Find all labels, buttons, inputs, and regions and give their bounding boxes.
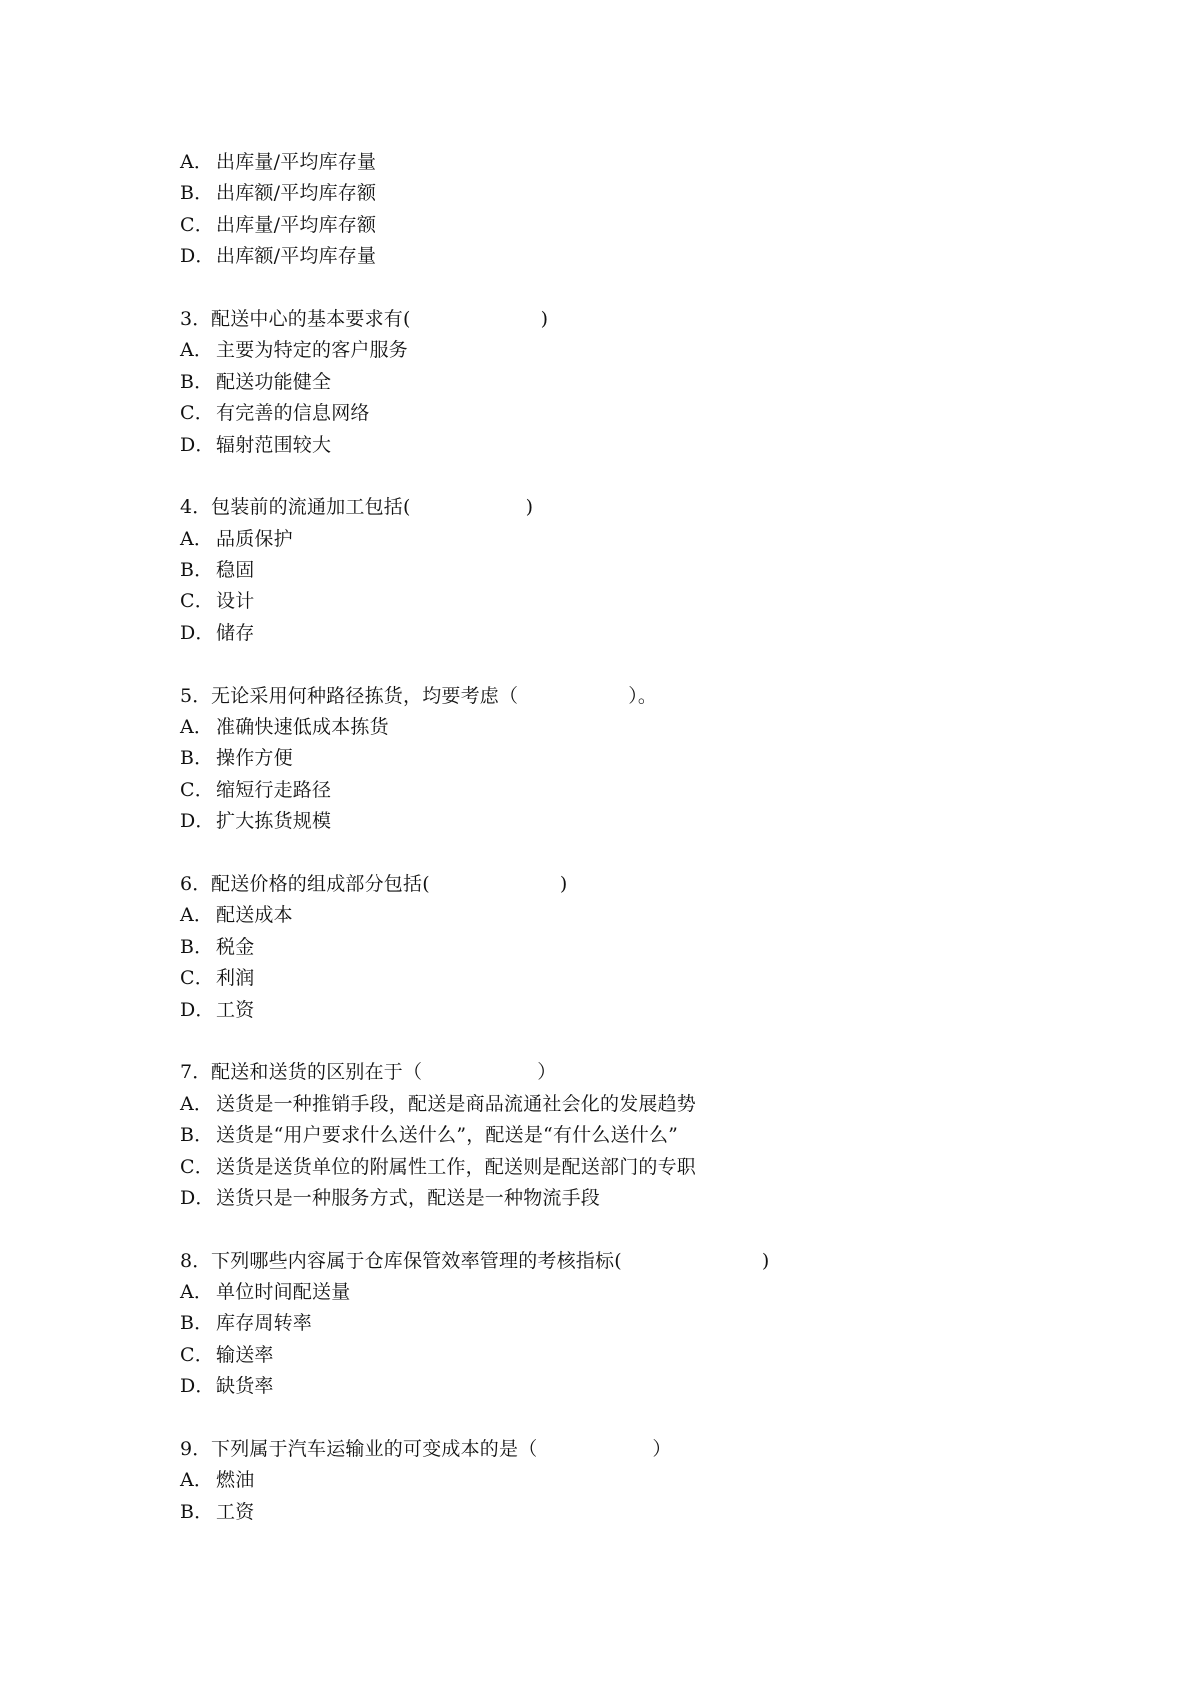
- option-letter: C．: [180, 1155, 214, 1178]
- option-letter: D．: [180, 1186, 215, 1209]
- option-text: 工资: [216, 1500, 255, 1523]
- question-stem: [180, 681, 1080, 712]
- question-5: [180, 681, 1080, 838]
- option-text: 输送率: [216, 1343, 274, 1366]
- option-line: [180, 618, 1080, 649]
- option-text: 送货是“用户要求什么送什么”，配送是“有什么送什么”: [216, 1124, 679, 1147]
- question-number: 8．: [180, 1249, 212, 1272]
- option-text: 燃油: [216, 1469, 255, 1492]
- option-line: [180, 335, 1080, 366]
- question-3: [180, 304, 1080, 461]
- option-line: [180, 1465, 1080, 1496]
- option-line: [180, 1152, 1080, 1183]
- option-text: 税金: [216, 935, 255, 958]
- option-text: 利润: [216, 967, 255, 990]
- option-letter: B．: [180, 935, 214, 958]
- option-line: [180, 963, 1080, 994]
- option-letter: A．: [180, 1469, 214, 1492]
- option-letter: B．: [180, 559, 214, 582]
- option-text: 送货只是一种服务方式，配送是一种物流手段: [216, 1186, 601, 1209]
- option-letter: C．: [180, 778, 214, 801]
- option-text: 准确快速低成本拣货: [216, 716, 389, 739]
- option-text: 出库额/平均库存额: [216, 182, 377, 205]
- question-6: [180, 869, 1080, 1026]
- option-text: 送货是一种推销手段，配送是商品流通社会化的发展趋势: [216, 1092, 697, 1115]
- option-text: 配送成本: [216, 904, 293, 927]
- option-text: 有完善的信息网络: [216, 402, 370, 425]
- question-close: ）。: [628, 684, 658, 707]
- option-text: 出库额/平均库存量: [216, 245, 377, 268]
- question-close: ): [761, 1249, 770, 1272]
- option-line: [180, 1183, 1080, 1214]
- option-line: [180, 932, 1080, 963]
- option-text: 缺货率: [216, 1375, 274, 1398]
- question-2-options: [180, 147, 1080, 273]
- option-letter: D．: [180, 433, 215, 456]
- option-line: [180, 712, 1080, 743]
- question-stem: [180, 1057, 1080, 1088]
- option-letter: A．: [180, 527, 214, 550]
- option-letter: B．: [180, 1124, 214, 1147]
- option-letter: D．: [180, 621, 215, 644]
- option-text: 出库量/平均库存额: [216, 213, 377, 236]
- option-letter: D．: [180, 998, 215, 1021]
- option-letter: C．: [180, 1343, 214, 1366]
- option-letter: D．: [180, 810, 215, 833]
- option-line: [180, 1371, 1080, 1402]
- option-line: [180, 367, 1080, 398]
- option-letter: A．: [180, 339, 214, 362]
- option-line: [180, 398, 1080, 429]
- exam-page: [180, 147, 1080, 1528]
- option-text: 辐射范围较大: [216, 433, 332, 456]
- option-line: [180, 586, 1080, 617]
- question-7: [180, 1057, 1080, 1214]
- option-letter: C．: [180, 967, 214, 990]
- option-line: [180, 1497, 1080, 1528]
- question-stem: [180, 869, 1080, 900]
- option-text: 缩短行走路径: [216, 778, 332, 801]
- option-letter: D．: [180, 245, 215, 268]
- question-number: 6．: [180, 872, 212, 895]
- option-letter: A．: [180, 1092, 214, 1115]
- option-text: 主要为特定的客户服务: [216, 339, 409, 362]
- question-text: 配送价格的组成部分包括(: [211, 872, 430, 895]
- option-line: [180, 241, 1080, 272]
- option-letter: B．: [180, 370, 214, 393]
- question-text: 包装前的流通加工包括(: [211, 496, 411, 519]
- question-text: 配送和送货的区别在于（: [211, 1061, 423, 1084]
- question-close: ): [559, 872, 568, 895]
- question-9: [180, 1434, 1080, 1528]
- spacer: [180, 649, 1080, 680]
- question-stem: [180, 1434, 1080, 1465]
- option-text: 设计: [216, 590, 255, 613]
- question-number: 9．: [180, 1438, 212, 1461]
- option-text: 扩大拣货规模: [216, 810, 332, 833]
- option-line: [180, 900, 1080, 931]
- question-text: 下列属于汽车运输业的可变成本的是（: [211, 1438, 538, 1461]
- question-close: ）: [652, 1438, 672, 1461]
- option-text: 库存周转率: [216, 1312, 313, 1335]
- question-text: 配送中心的基本要求有(: [211, 307, 411, 330]
- question-text: 无论采用何种路径拣货，均要考虑（: [211, 684, 519, 707]
- option-line: [180, 147, 1080, 178]
- option-line: [180, 1308, 1080, 1339]
- spacer: [180, 1403, 1080, 1434]
- question-number: 4．: [180, 496, 212, 519]
- option-letter: B．: [180, 1500, 214, 1523]
- question-number: 3．: [180, 307, 212, 330]
- option-text: 操作方便: [216, 747, 293, 770]
- option-text: 单位时间配送量: [216, 1281, 351, 1304]
- question-number: 5．: [180, 684, 212, 707]
- option-line: [180, 1089, 1080, 1120]
- spacer: [180, 838, 1080, 869]
- option-line: [180, 524, 1080, 555]
- option-text: 送货是送货单位的附属性工作，配送则是配送部门的专职: [216, 1155, 697, 1178]
- spacer: [180, 461, 1080, 492]
- question-4: [180, 492, 1080, 649]
- question-stem: [180, 304, 1080, 335]
- spacer: [180, 1214, 1080, 1245]
- option-letter: D．: [180, 1375, 215, 1398]
- option-line: [180, 1277, 1080, 1308]
- option-letter: A．: [180, 904, 214, 927]
- option-text: 品质保护: [216, 527, 293, 550]
- option-line: [180, 210, 1080, 241]
- question-stem: [180, 492, 1080, 523]
- option-letter: B．: [180, 747, 214, 770]
- option-line: [180, 1340, 1080, 1371]
- spacer: [180, 1026, 1080, 1057]
- question-close: ）: [537, 1061, 557, 1084]
- option-text: 稳固: [216, 559, 255, 582]
- spacer: [180, 273, 1080, 304]
- question-8: [180, 1246, 1080, 1403]
- option-letter: C．: [180, 402, 214, 425]
- option-line: [180, 555, 1080, 586]
- option-text: 配送功能健全: [216, 370, 332, 393]
- option-text: 储存: [216, 621, 255, 644]
- option-text: 出库量/平均库存量: [216, 151, 377, 173]
- option-line: [180, 775, 1080, 806]
- question-close: ): [525, 496, 534, 519]
- option-line: [180, 178, 1080, 209]
- option-line: [180, 430, 1080, 461]
- question-close: ): [540, 307, 549, 330]
- option-line: [180, 806, 1080, 837]
- option-letter: B．: [180, 1312, 214, 1335]
- option-text: 工资: [216, 998, 255, 1021]
- option-letter: B．: [180, 182, 214, 205]
- option-letter: C．: [180, 213, 214, 236]
- option-letter: A．: [180, 151, 214, 173]
- option-line: [180, 743, 1080, 774]
- question-text: 下列哪些内容属于仓库保管效率管理的考核指标(: [211, 1249, 622, 1272]
- option-line: [180, 1120, 1080, 1151]
- option-letter: A．: [180, 1281, 214, 1304]
- question-number: 7．: [180, 1061, 212, 1084]
- option-line: [180, 995, 1080, 1026]
- question-stem: [180, 1246, 1080, 1277]
- option-letter: A．: [180, 716, 214, 739]
- option-letter: C．: [180, 590, 214, 613]
